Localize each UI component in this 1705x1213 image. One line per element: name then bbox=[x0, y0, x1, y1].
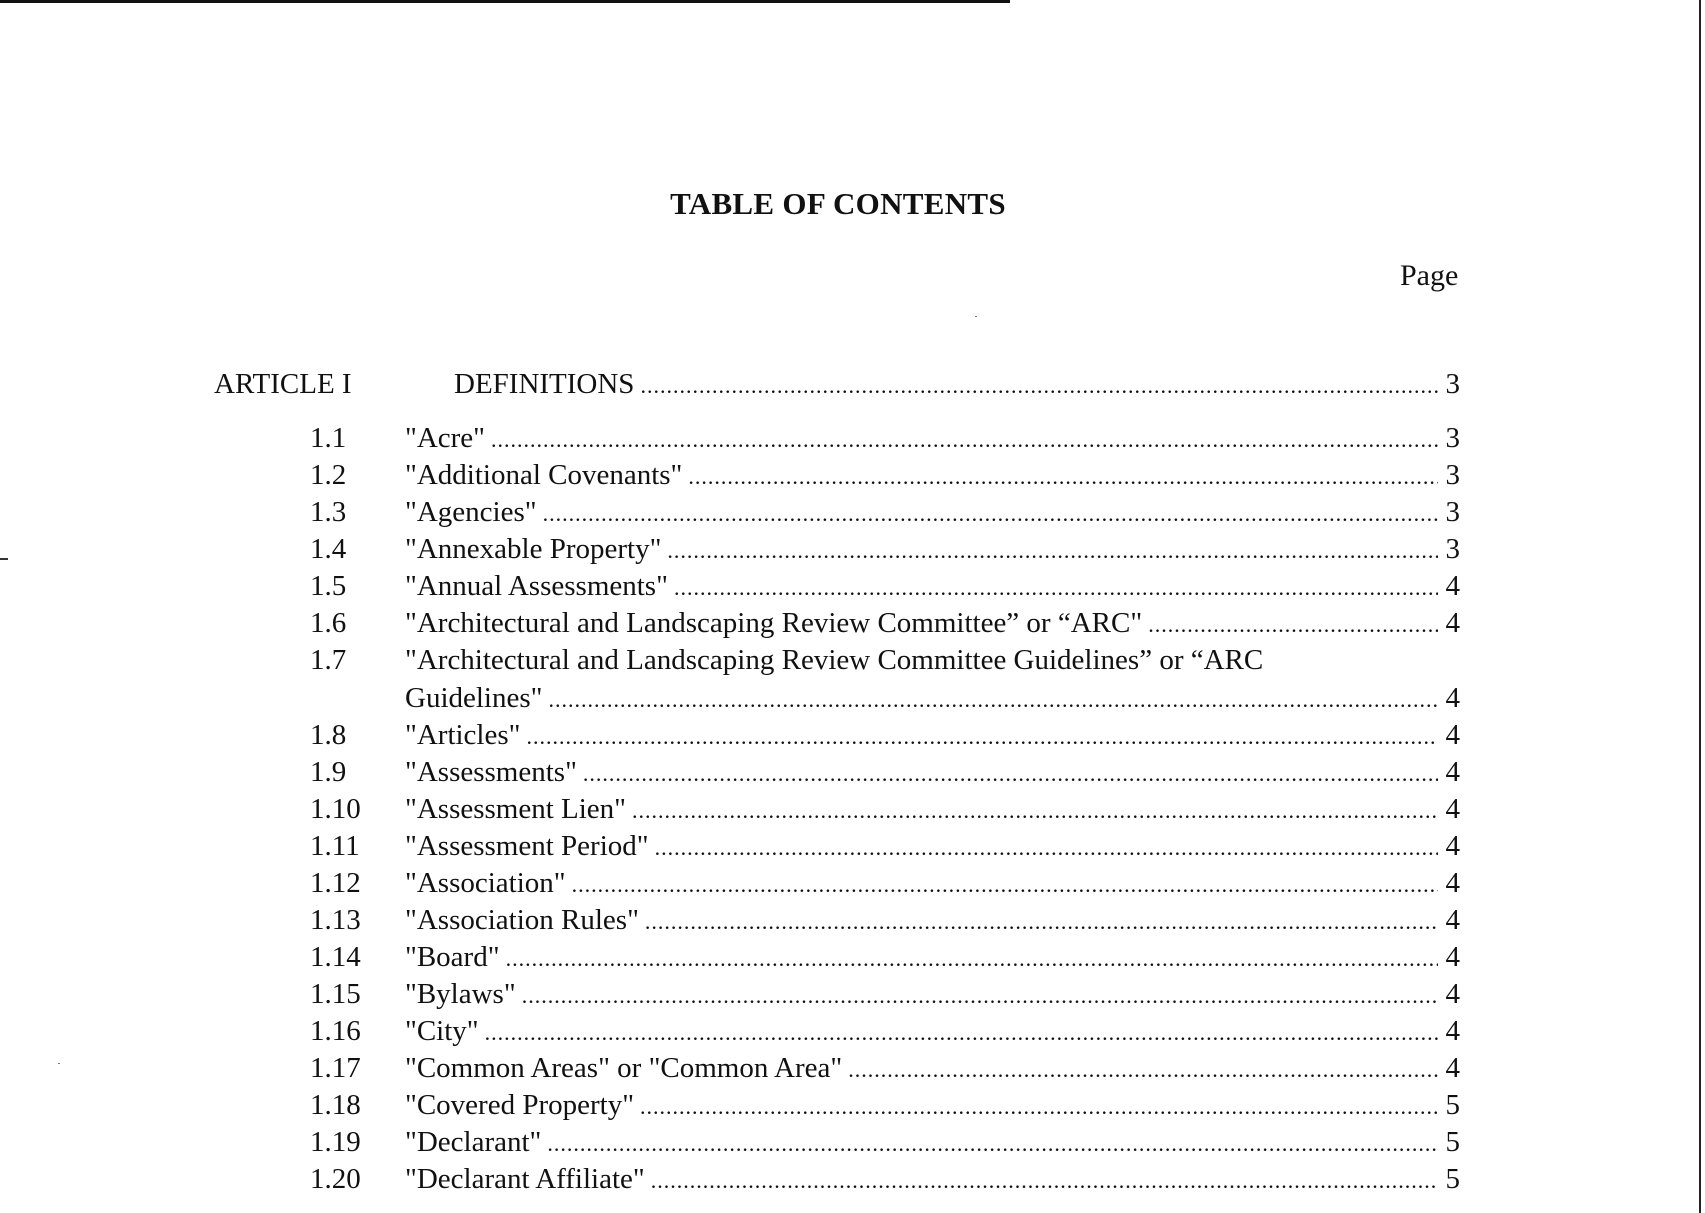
page-number: 4 bbox=[1445, 682, 1460, 714]
section-number: 1.13 bbox=[310, 904, 361, 936]
section-label: Guidelines" bbox=[405, 682, 543, 714]
section-label: "Acre" bbox=[405, 422, 486, 454]
dot-leader bbox=[526, 718, 1438, 755]
section-number: 1.10 bbox=[310, 793, 361, 825]
article-number: ARTICLE I bbox=[214, 368, 352, 400]
page-number: 4 bbox=[1445, 867, 1460, 899]
dot-leader bbox=[491, 421, 1438, 458]
page-number: 5 bbox=[1445, 1089, 1460, 1121]
section-number: 1.19 bbox=[310, 1126, 361, 1158]
section-number: 1.11 bbox=[310, 830, 360, 862]
dot-leader bbox=[547, 1125, 1438, 1162]
dot-leader bbox=[688, 458, 1438, 495]
section-label: "Annexable Property" bbox=[405, 533, 662, 565]
page-number: 4 bbox=[1445, 607, 1460, 639]
toc-entry-line1[interactable] bbox=[0, 642, 1460, 679]
scan-border-right bbox=[1699, 0, 1701, 1213]
dot-leader bbox=[848, 1051, 1438, 1088]
toc-entry[interactable] bbox=[0, 531, 1460, 568]
page-column-heading: Page bbox=[1400, 259, 1459, 292]
section-number: 1.17 bbox=[310, 1052, 361, 1084]
dot-leader bbox=[543, 495, 1438, 532]
section-label: "Assessments" bbox=[405, 756, 577, 788]
section-label: "City" bbox=[405, 1015, 479, 1047]
section-number: 1.7 bbox=[310, 644, 347, 676]
toc-article-row[interactable] bbox=[0, 366, 1460, 403]
section-label-line1: "Architectural and Landscaping Review Committee Guidelines” or “ARC bbox=[405, 644, 1264, 676]
dot-leader bbox=[485, 1014, 1438, 1051]
dot-leader bbox=[674, 569, 1438, 606]
page-number: 4 bbox=[1445, 941, 1460, 973]
section-label: "Covered Property" bbox=[405, 1089, 635, 1121]
toc-entry[interactable] bbox=[0, 717, 1460, 754]
section-label: "Agencies" bbox=[405, 496, 537, 528]
section-label: "Declarant" bbox=[405, 1126, 542, 1158]
section-number: 1.2 bbox=[310, 459, 347, 491]
page-number: 4 bbox=[1445, 719, 1460, 751]
toc-entry[interactable] bbox=[0, 420, 1460, 457]
section-label: "Additional Covenants" bbox=[405, 459, 683, 491]
scan-border-top bbox=[0, 0, 1010, 3]
toc-entry[interactable] bbox=[0, 568, 1460, 605]
toc-entry[interactable] bbox=[0, 865, 1460, 902]
page-number: 5 bbox=[1445, 1163, 1460, 1195]
toc-entry[interactable] bbox=[0, 1124, 1460, 1161]
toc-entry[interactable] bbox=[0, 605, 1460, 642]
section-number: 1.20 bbox=[310, 1163, 361, 1195]
section-number: 1.4 bbox=[310, 533, 347, 565]
section-number: 1.5 bbox=[310, 570, 347, 602]
dot-leader bbox=[655, 829, 1438, 866]
section-number: 1.12 bbox=[310, 867, 361, 899]
section-number: 1.16 bbox=[310, 1015, 361, 1047]
page-title: TABLE OF CONTENTS bbox=[670, 186, 1006, 221]
page-number: 4 bbox=[1445, 1015, 1460, 1047]
toc-entry[interactable] bbox=[0, 828, 1460, 865]
section-label: "Association Rules" bbox=[405, 904, 639, 936]
dot-leader bbox=[645, 903, 1438, 940]
dot-leader bbox=[1148, 606, 1438, 643]
toc-entry[interactable] bbox=[0, 976, 1460, 1013]
section-number: 1.3 bbox=[310, 496, 347, 528]
section-number: 1.15 bbox=[310, 978, 361, 1010]
page-number: 4 bbox=[1445, 904, 1460, 936]
toc-entry[interactable] bbox=[0, 791, 1460, 828]
toc-entry[interactable] bbox=[0, 1161, 1460, 1198]
section-label: "Bylaws" bbox=[405, 978, 516, 1010]
dot-leader bbox=[506, 940, 1438, 977]
page-number: 3 bbox=[1445, 422, 1460, 454]
section-number: 1.14 bbox=[310, 941, 361, 973]
toc-entry[interactable] bbox=[0, 1013, 1460, 1050]
dot-leader bbox=[667, 532, 1438, 569]
dot-leader bbox=[548, 681, 1438, 718]
dot-leader bbox=[640, 367, 1438, 404]
dot-leader bbox=[632, 792, 1438, 829]
page-number: 4 bbox=[1445, 1052, 1460, 1084]
section-label: "Board" bbox=[405, 941, 500, 973]
section-number: 1.8 bbox=[310, 719, 347, 751]
toc-entry[interactable] bbox=[0, 939, 1460, 976]
page-number: 4 bbox=[1445, 830, 1460, 862]
page-number: 3 bbox=[1445, 533, 1460, 565]
toc-entry[interactable] bbox=[0, 1087, 1460, 1124]
toc-entry[interactable] bbox=[0, 494, 1460, 531]
section-label: "Architectural and Landscaping Review Committee” or “ARC" bbox=[405, 607, 1143, 639]
section-label: "Assessment Period" bbox=[405, 830, 649, 862]
section-label: "Articles" bbox=[405, 719, 521, 751]
section-label: "Annual Assessments" bbox=[405, 570, 668, 602]
toc-entry[interactable] bbox=[0, 754, 1460, 791]
dot-leader bbox=[640, 1088, 1438, 1125]
scan-speck bbox=[975, 316, 977, 317]
section-number: 1.1 bbox=[310, 422, 347, 454]
dot-leader bbox=[651, 1162, 1438, 1199]
section-label: "Common Areas" or "Common Area" bbox=[405, 1052, 843, 1084]
page-number: 4 bbox=[1445, 756, 1460, 788]
section-label: "Association" bbox=[405, 867, 566, 899]
toc-entry[interactable] bbox=[0, 457, 1460, 494]
page-number: 4 bbox=[1445, 793, 1460, 825]
section-number: 1.6 bbox=[310, 607, 347, 639]
toc-entry[interactable] bbox=[0, 1050, 1460, 1087]
page-number: 4 bbox=[1445, 978, 1460, 1010]
article-title: DEFINITIONS bbox=[454, 368, 635, 400]
page-number: 3 bbox=[1445, 368, 1460, 400]
dot-leader bbox=[572, 866, 1438, 903]
dot-leader bbox=[583, 755, 1438, 792]
page-number: 4 bbox=[1445, 570, 1460, 602]
page-number: 3 bbox=[1445, 496, 1460, 528]
section-label: "Declarant Affiliate" bbox=[405, 1163, 645, 1195]
section-label: "Assessment Lien" bbox=[405, 793, 627, 825]
toc-entry[interactable] bbox=[0, 680, 1460, 717]
toc-entry[interactable] bbox=[0, 902, 1460, 939]
section-number: 1.18 bbox=[310, 1089, 361, 1121]
dot-leader bbox=[522, 977, 1438, 1014]
section-number: 1.9 bbox=[310, 756, 347, 788]
page-number: 3 bbox=[1445, 459, 1460, 491]
page-number: 5 bbox=[1445, 1126, 1460, 1158]
